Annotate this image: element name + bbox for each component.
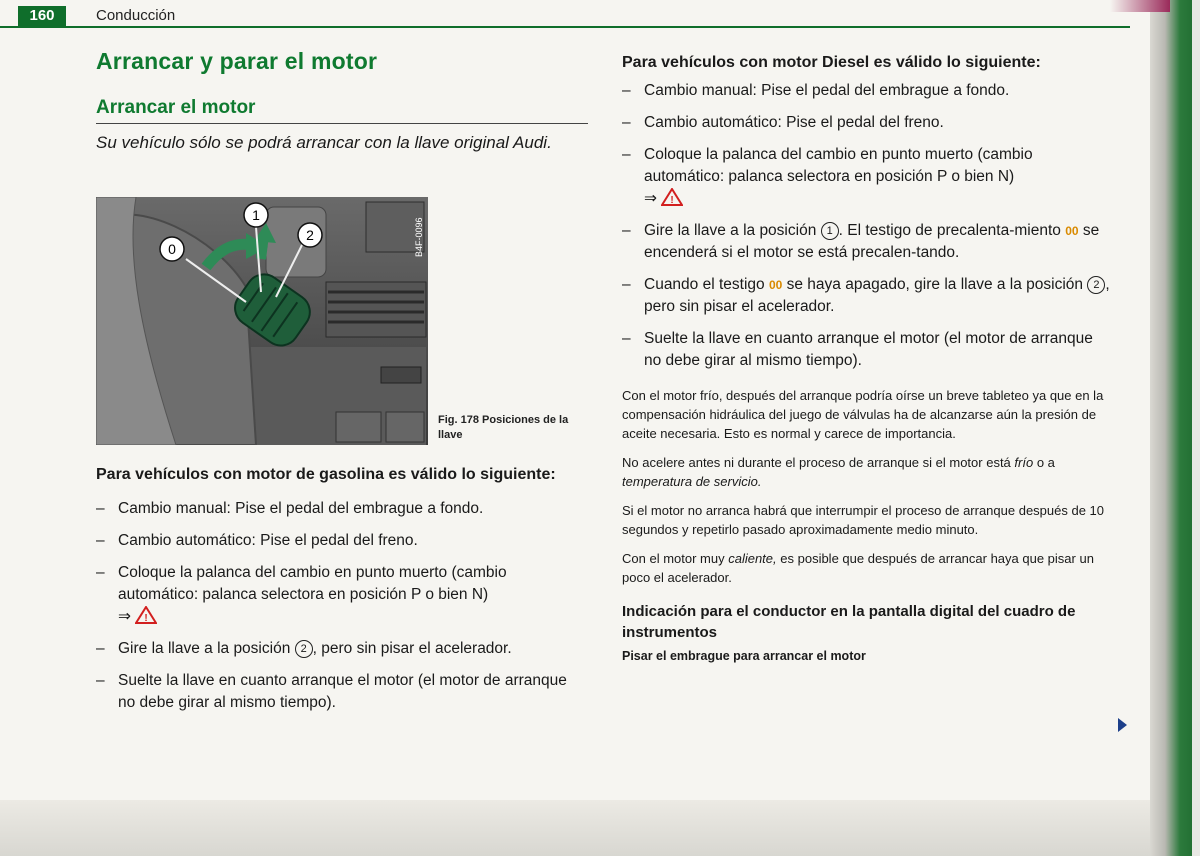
list-item: – Coloque la palanca del cambio en punto muerto (cambio automático: palanca selectora en posición P o bien N) ⇒ !	[96, 562, 588, 628]
key-positions-figure	[96, 197, 586, 445]
note-no-accelerate: No acelere antes ni durante el proceso de arranque si el motor está frío o a temperatura de servicio.	[622, 455, 1055, 489]
page-header	[0, 6, 1150, 28]
position-1-symbol: 1	[821, 222, 839, 240]
svg-text:!: !	[670, 195, 674, 206]
position-2-symbol: 2	[295, 640, 313, 658]
list-item: – Suelte la llave en cuanto arranque el motor (el motor de arranque no debe girar al mismo tiempo).	[96, 670, 588, 714]
position-2-marker	[298, 223, 322, 247]
position-0-marker	[160, 237, 184, 261]
note-cold-engine: Con el motor frío, después del arranque podría oírse un breve tableteo ya que en la compensación hidráulica del juego de válvulas ha de alcanzarse aún la presión de aceite necesaria. Esto es normal y carece de importancia.	[622, 388, 1104, 441]
header-rule	[0, 26, 1130, 28]
display-message: Pisar el embrague para arrancar el motor	[622, 649, 866, 663]
section-subtitle: Arrancar el motor	[96, 97, 588, 124]
section-title: Conducción	[96, 7, 176, 24]
diesel-heading: Para vehículos con motor Diesel es válido lo siguiente:	[622, 54, 1041, 71]
list-item: – Cambio automático: Pise el pedal del freno.	[96, 530, 588, 552]
list-item: – Cuando el testigo 00 se haya apagado, gire la llave a la posición 2 , pero sin pisar el acelerador.	[622, 274, 1112, 318]
warning-icon	[661, 188, 683, 206]
list-item: – Gire la llave a la posición 2 , pero sin pisar el acelerador.	[96, 638, 588, 660]
right-column	[622, 52, 1112, 663]
svg-text:0: 0	[168, 241, 176, 257]
diesel-steps	[622, 80, 1112, 372]
petrol-heading: Para vehículos con motor de gasolina es válido lo siguiente:	[96, 466, 556, 483]
list-item: – Suelte la llave en cuanto arranque el motor (el motor de arranque no debe girar al mismo tiempo).	[622, 328, 1112, 372]
figure-caption: Fig. 178 Posiciones de la llave	[438, 414, 569, 441]
list-item: – Coloque la palanca del cambio en punto muerto (cambio automático: palanca selectora en posición P o bien N) ⇒ !	[622, 144, 1112, 210]
note-hot-engine: Con el motor muy caliente, es posible que después de arrancar haya que pisar un poco el acelerador.	[622, 551, 1094, 585]
position-2-symbol: 2	[1087, 276, 1105, 294]
page-number: 160	[18, 6, 66, 26]
svg-text:!: !	[144, 613, 148, 624]
glow-plug-icon: 00	[768, 278, 783, 292]
list-item: – Cambio manual: Pise el pedal del embrague a fondo.	[96, 498, 588, 520]
glow-plug-icon: 00	[1065, 224, 1079, 238]
continue-arrow-icon	[1118, 718, 1127, 732]
petrol-steps	[96, 498, 588, 714]
svg-text:1: 1	[252, 207, 260, 223]
list-item: – Cambio manual: Pise el pedal del embrague a fondo.	[622, 80, 1112, 102]
list-item: – Cambio automático: Pise el pedal del freno.	[622, 112, 1112, 134]
note-retry: Si el motor no arranca habrá que interrumpir el proceso de arranque después de 10 segundos y repetirlo pasado aproximadamente medio minuto.	[622, 503, 1105, 537]
ignition-illustration	[96, 197, 428, 445]
list-item: – Gire la llave a la posición 1 . El testigo de precalenta-miento 00 se encenderá si el motor se está precalen-tando.	[622, 220, 1112, 264]
left-column-top	[96, 48, 588, 155]
display-heading: Indicación para el conductor en la pantalla digital del cuadro de instrumentos	[622, 603, 1076, 641]
petrol-section	[96, 464, 588, 724]
warning-icon	[135, 606, 157, 624]
page-edge	[1150, 0, 1200, 856]
intro-text: Su vehículo sólo se podrá arrancar con la llave original Audi.	[96, 133, 552, 152]
svg-text:2: 2	[306, 227, 314, 243]
figure-code: B4F-0096	[414, 217, 424, 257]
page-footer-band	[0, 800, 1150, 856]
position-1-marker	[244, 203, 268, 227]
page-title: Arrancar y parar el motor	[96, 48, 378, 74]
